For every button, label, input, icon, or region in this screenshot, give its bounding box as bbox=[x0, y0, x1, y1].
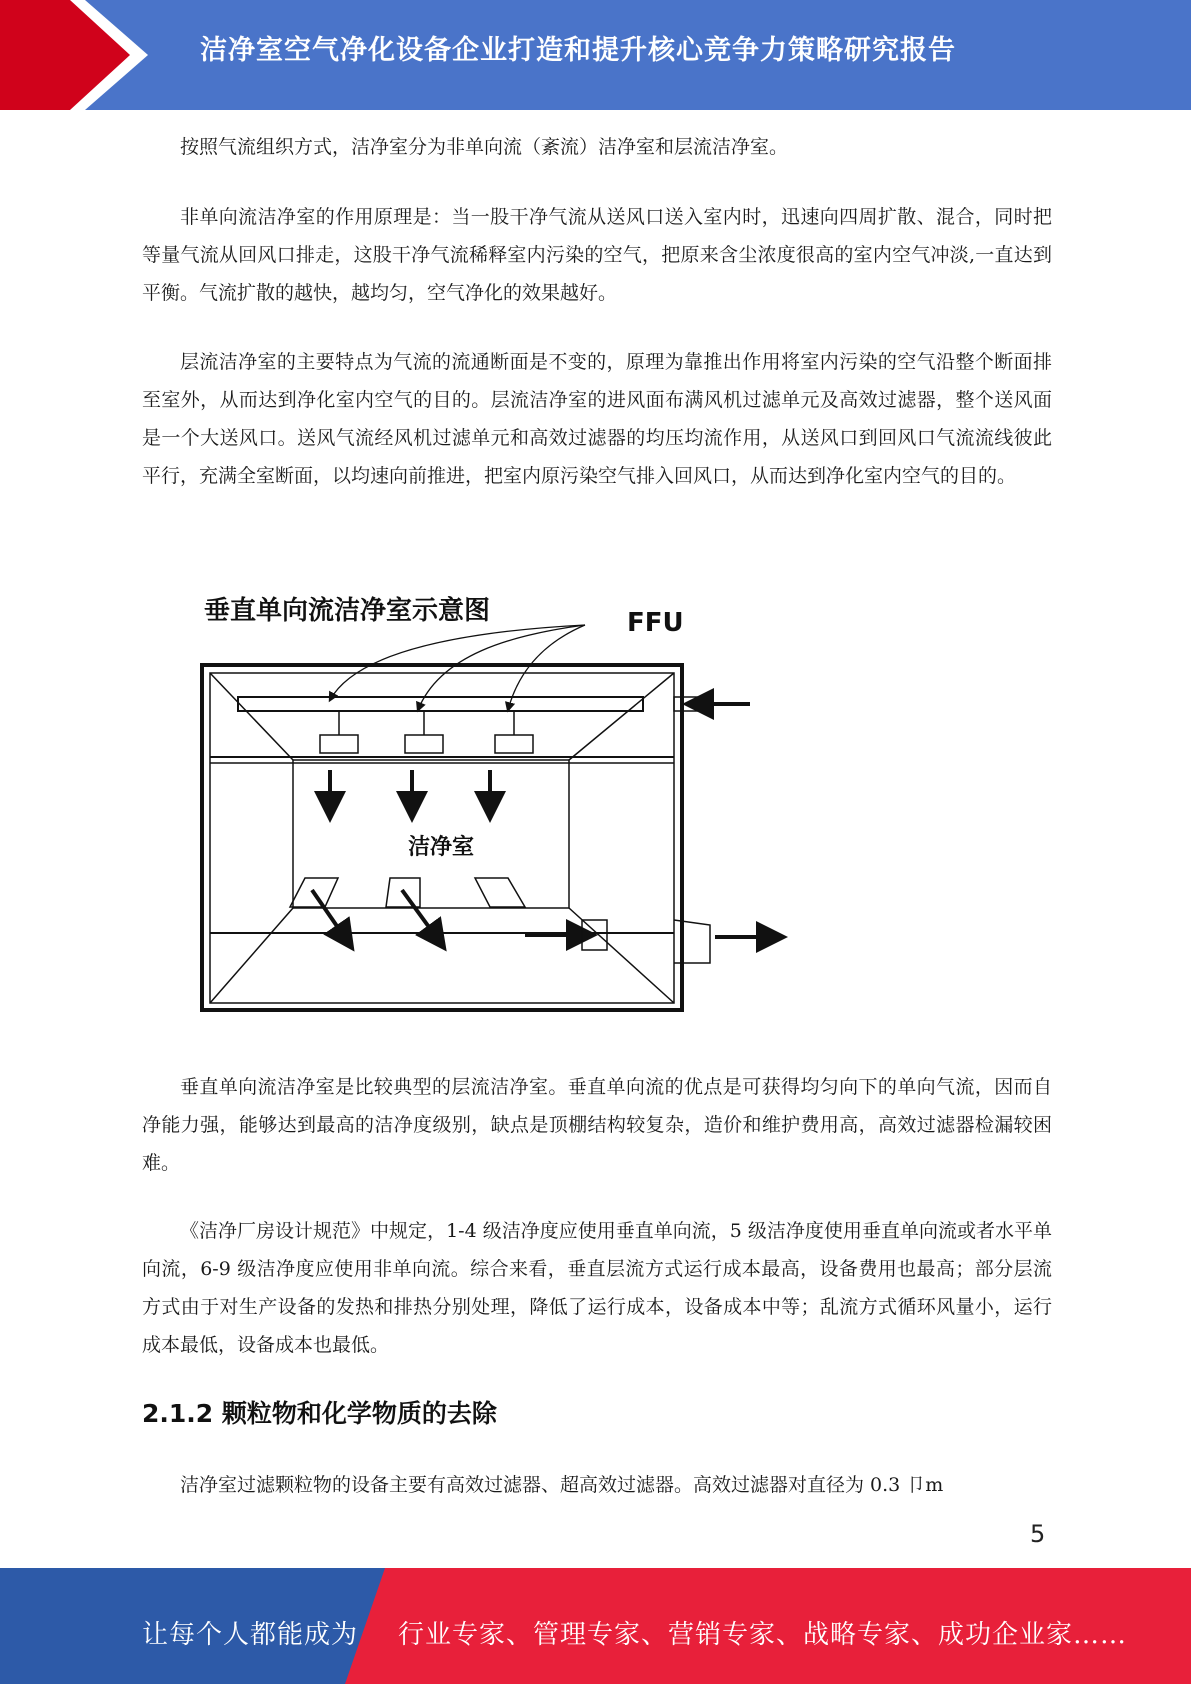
ffu-units bbox=[320, 711, 533, 753]
report-title: 洁净室空气净化设备企业打造和提升核心竞争力策略研究报告 bbox=[200, 35, 956, 66]
paragraph-airflow-types: 按照气流组织方式，洁净室分为非单向流（紊流）洁净室和层流洁净室。 bbox=[180, 136, 789, 158]
paragraph-non-unidirectional: 非单向流洁净室的作用原理是：当一股干净气流从送风口送入室内时，迅速向四周扩散、混合，同时把等量气流从回风口排走，这股干净气流稀释室内污染的空气，把原来含尘浓度很高的室内空气冲淡,一直达到平衡。气流扩散的越快，越均匀，空气净化的效果越好。 bbox=[142, 206, 1052, 304]
ffu-label: FFU bbox=[627, 608, 684, 638]
paragraph-laminar: 层流洁净室的主要特点为气流的流通断面是不变的，原理为靠推出作用将室内污染的空气沿整个断面排至室外，从而达到净化室内空气的目的。层流洁净室的进风面布满风机过滤单元及高效过滤器，整个送风面是一个大送风口。送风气流经风机过滤单元和高效过滤器的均压均流作用，从送风口到回风口气流流线彼此平行，充满全室断面，以均速向前推进，把室内原污染空气排入回风口，从而达到净化室内空气的目的。 bbox=[142, 351, 1052, 487]
paragraph-vertical-unidirectional: 垂直单向流洁净室是比较典型的层流洁净室。垂直单向流的优点是可获得均匀向下的单向气流，因而自净能力强，能够达到最高的洁净度级别，缺点是顶棚结构较复杂，造价和维护费用高，高效过滤器检漏较困难。 bbox=[142, 1076, 1052, 1174]
section-heading: 2.1.2 颗粒物和化学物质的去除 bbox=[142, 1399, 497, 1428]
page-header bbox=[0, 0, 1191, 110]
footer-slogan-right: 行业专家、管理专家、营销专家、战略专家、成功企业家…… bbox=[398, 1620, 1128, 1650]
figure-title: 垂直单向流洁净室示意图 bbox=[204, 596, 491, 626]
page-footer bbox=[0, 1568, 1191, 1684]
paragraph-particle-filters: 洁净室过滤颗粒物的设备主要有高效过滤器、超高效过滤器。高效过滤器对直径为 0.3 卩m bbox=[180, 1474, 944, 1496]
footer-slogan-left: 让每个人都能成为 bbox=[142, 1620, 359, 1650]
page-number: 5 bbox=[1030, 1520, 1046, 1548]
cleanroom-diagram bbox=[190, 585, 810, 1025]
cleanroom-label: 洁净室 bbox=[408, 835, 475, 860]
header-red-chevron bbox=[0, 0, 160, 110]
paragraph-design-standard: 《洁净厂房设计规范》中规定，1-4 级洁净度应使用垂直单向流，5 级洁净度使用垂直单向流或者水平单向流，6-9 级洁净度应使用非单向流。综合来看，垂直层流方式运行成本最高，设备费用也最高；部分层流方式由于对生产设备的发热和排热分别处理，降低了运行成本，设备成本中等；乱流方式循环风量小，运行成本最低，设备成本也最低。 bbox=[142, 1220, 1052, 1356]
